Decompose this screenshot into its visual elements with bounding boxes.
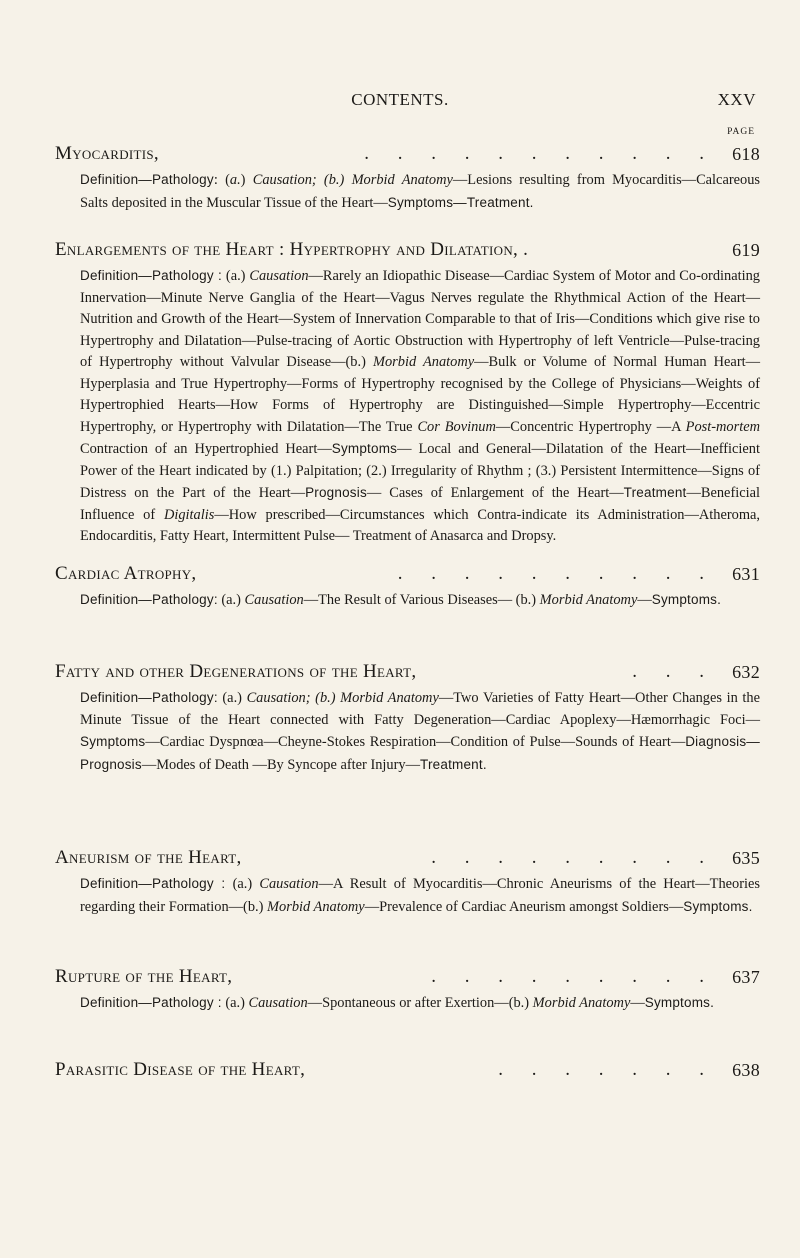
desc-label: Definition—Pathology (80, 172, 214, 187)
desc-label: Definition—Pathology: (80, 690, 218, 705)
running-head (0, 90, 800, 114)
toc-entry-parasitic-disease (55, 1055, 760, 1085)
entry-heading (55, 1055, 760, 1085)
desc-text: —A Result of Myocarditis—Chronic Aneurisms of the Heart—Theories regarding their Formation—(b.) (80, 876, 761, 915)
desc-italic: Morbid Anatomy (372, 354, 475, 370)
entry-title: Myocarditis, (55, 139, 163, 169)
entry-description (80, 265, 760, 548)
desc-label: Prognosis (305, 485, 367, 500)
desc-label: Symptoms. (683, 898, 753, 914)
desc-text: (a.) (225, 876, 260, 892)
entry-description (80, 992, 760, 1015)
desc-text: —How prescribed—Circumstances which Contra-indicate its Administration—Atheroma, Endocarditis, Fatty Heart, Intermittent Pulse— Treatment of Anasarca and Dropsy. (80, 506, 761, 544)
entry-title: Aneurism of the Heart, (55, 843, 246, 873)
entry-description (80, 687, 760, 776)
desc-italic: Causation (259, 876, 319, 892)
desc-italic: a. (229, 172, 241, 188)
entry-page-number: 637 (732, 967, 760, 987)
entry-heading (55, 843, 760, 873)
desc-text: —Two Varieties of Fatty Heart—Other Changes in the Minute Tissue of the Heart connected with Fatty Degeneration—Cardiac Apoplexy—Hæmorrhagic Foci— (80, 690, 760, 728)
entry-page-number: 632 (732, 662, 760, 682)
leader-dots: . . . . . . . (498, 1059, 716, 1080)
entry-heading (55, 139, 760, 169)
desc-italic: Morbid Anatomy (267, 898, 365, 915)
entry-page-number: 619 (732, 240, 760, 260)
leader-dots: . . . . . . . . . (431, 966, 716, 987)
desc-italic: Causation; (b.) Morbid Anatomy (252, 172, 453, 188)
desc-label: Symptoms (80, 734, 146, 749)
toc-entry-aneurism (55, 843, 760, 918)
entry-description (80, 873, 760, 918)
entry-page-number: 638 (732, 1060, 760, 1080)
desc-text: —The Result of Various Diseases— (b.) (303, 592, 540, 608)
desc-label: Definition—Pathology : (80, 268, 223, 283)
desc-text: —Bulk or Volume of Normal Human Heart—Hyperplasia and True Hypertrophy—Forms of Hypertrophy recognised by the College of Physicians—Weights of Hypertrophied Hearts—How Forms of Hypertrophy are Distinguished—Simple Hypertrophy—Eccentric Hypertrophy, or Hypertrophy with Dilatation—The True (80, 354, 760, 435)
desc-italic: Morbid Anatomy (532, 995, 631, 1011)
entry-heading (55, 657, 760, 687)
desc-label: Symptoms. (651, 592, 722, 607)
entry-page-number: 618 (732, 144, 760, 164)
desc-label: Symptoms (331, 441, 398, 456)
desc-text: (a.) (217, 690, 247, 706)
desc-label: Treatment (623, 485, 687, 500)
entry-heading (55, 235, 760, 265)
desc-text: —Spontaneous or after Exertion—(b.) (307, 995, 533, 1011)
page-numeral: XXV (717, 90, 756, 109)
entry-title: Parasitic Disease of the Heart, (55, 1055, 309, 1085)
entry-description (80, 589, 760, 612)
toc-entry-rupture (55, 962, 760, 1015)
desc-text: —Prevalence of Cardiac Aneurism amongst Soldiers— (364, 898, 684, 915)
desc-text: —Lesions resulting from Myocarditis—Calcareous Salts deposited in the Muscular Tissue of the Heart— (80, 172, 760, 211)
toc-entry-fatty-degenerations (55, 657, 760, 776)
toc-entry-myocarditis (55, 139, 760, 214)
entry-page-number: 635 (732, 848, 760, 868)
desc-label: Symptoms. (644, 995, 715, 1010)
desc-text: (a.) (222, 268, 250, 284)
desc-italic: Digitalis (163, 506, 215, 523)
toc-entry-cardiac-atrophy (55, 559, 760, 612)
desc-italic: Causation (244, 592, 304, 608)
desc-italic: Causation; (b.) Morbid Anatomy (246, 690, 439, 706)
desc-text: — (630, 995, 645, 1011)
leader-dots: . . . . . . . . . . . (364, 143, 716, 164)
desc-text: — Local and General—Dilatation of the Heart—Inefficient Power of the Heart indicated by (1.) Palpitation; (2.) Irregularity of Rhythm ; (3.) Persistent Intermittence—Signs of Distress on the Part of the Heart— (80, 441, 761, 501)
desc-italic: Causation (248, 995, 308, 1011)
entry-heading (55, 962, 760, 992)
desc-text: : ( (213, 172, 230, 188)
desc-italic: Morbid Anatomy (539, 592, 638, 608)
desc-text: — (637, 592, 652, 608)
desc-text: —Concentric Hypertrophy —A (495, 418, 686, 435)
desc-label: Diagnosis—Prognosis (80, 734, 760, 772)
entry-description (80, 169, 760, 214)
leader-dots: . . . . . . . . . . (397, 563, 716, 584)
desc-text: Contraction of an Hypertrophied Heart— (80, 441, 332, 457)
desc-label: Symptoms—Treatment. (387, 194, 534, 210)
desc-label: Definition—Pathology : (80, 995, 222, 1010)
desc-label: Definition—Pathology : (80, 876, 226, 891)
desc-text: ) (240, 172, 253, 188)
entry-page-number: 631 (732, 564, 760, 584)
desc-label: Definition—Pathology: (80, 592, 218, 607)
leader-dots: . . . . . . . . . (431, 847, 716, 868)
desc-italic: Post-mortem (685, 418, 760, 435)
running-title: CONTENTS. (351, 90, 449, 109)
desc-label: Treatment. (420, 756, 487, 772)
desc-text: —Modes of Death —By Syncope after Injury— (141, 756, 421, 773)
desc-text: (a.) (217, 592, 245, 608)
entry-title: Enlargements of the Heart : Hypertrophy and Dilatation, . (55, 235, 532, 265)
desc-text: —Cardiac Dyspnœa—Cheyne-Stokes Respiration—Condition of Pulse—Sounds of Heart— (145, 734, 686, 750)
desc-text: — Cases of Enlargement of the Heart— (366, 485, 624, 501)
desc-text: —Rarely an Idiopathic Disease—Cardiac System of Motor and Co-ordinating Innervation—Minute Nerve Ganglia of the Heart—Vagus Nerves regulate the Rhythmical Action of the Heart—Nutrition and Growth of the Heart—System of Innervation Comparable to that of Iris—Conditions which give rise to Hypertrophy and Dilatation—Pulse-tracing of Aortic Obstruction with Hypertrophy of left Ventricle—Pulse-tracing of Hypertrophy without Valvular Disease—(b.) (80, 268, 761, 370)
desc-text: —Beneficial Influence of (80, 485, 761, 523)
desc-italic: Causation (249, 268, 309, 284)
leader-dots: . . . (632, 661, 716, 682)
entry-title: Cardiac Atrophy, (55, 559, 201, 589)
desc-text: (a.) (221, 995, 249, 1011)
toc-entry-enlargements (55, 235, 760, 548)
entry-title: Rupture of the Heart, (55, 962, 236, 992)
page-column-label: PAGE (727, 127, 755, 137)
entry-title: Fatty and other Degenerations of the Heart, (55, 657, 420, 687)
entry-heading (55, 559, 760, 589)
desc-italic: Cor Bovinum (417, 418, 496, 435)
